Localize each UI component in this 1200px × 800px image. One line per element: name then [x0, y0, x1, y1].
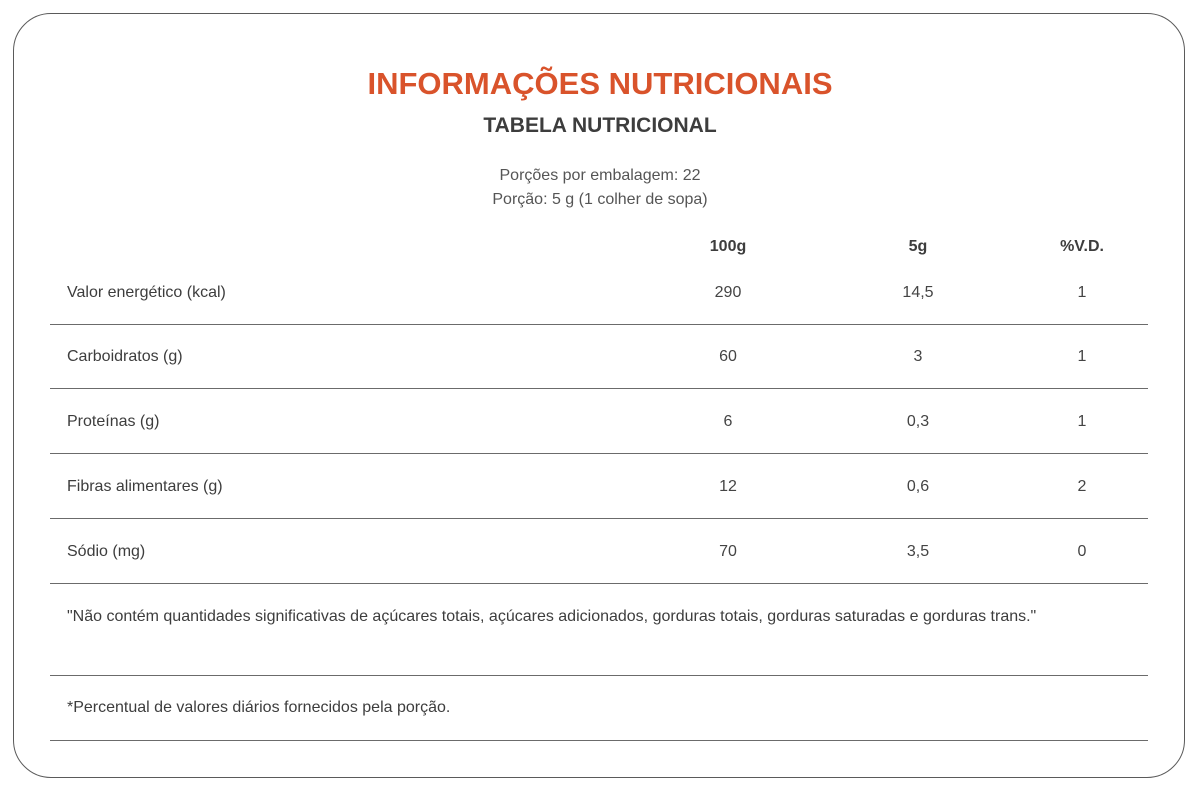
value-100g: 290 — [714, 283, 742, 301]
footnote-daily-values — [50, 676, 1148, 741]
table-row — [50, 390, 1148, 454]
nutrient-label: Proteínas (g) — [67, 412, 160, 430]
nutrient-label: Sódio (mg) — [67, 542, 146, 560]
table-row — [50, 455, 1148, 519]
table-header — [0, 235, 1200, 259]
value-5g: 14,5 — [902, 283, 934, 301]
page-title: INFORMAÇÕES NUTRICIONAIS — [367, 66, 833, 101]
footnote-text: "Não contém quantidades significativas de açúcares totais, açúcares adicionados, gorduras totais, gorduras saturadas e gorduras trans." — [67, 608, 1037, 625]
table-row — [50, 520, 1148, 584]
nutrient-label: Fibras alimentares (g) — [67, 477, 223, 495]
serving-size: Porção: 5 g (1 colher de sopa) — [492, 191, 708, 208]
value-100g: 70 — [719, 542, 737, 560]
value-5g: 3 — [913, 347, 923, 365]
value-vd: 1 — [1077, 283, 1087, 301]
column-header-5g: 5g — [908, 238, 928, 255]
value-vd: 0 — [1077, 542, 1087, 560]
value-vd: 1 — [1077, 412, 1087, 430]
value-100g: 60 — [719, 347, 737, 365]
value-5g: 0,6 — [906, 477, 930, 495]
value-vd: 2 — [1077, 477, 1087, 495]
value-100g: 6 — [723, 412, 733, 430]
value-5g: 0,3 — [906, 412, 930, 430]
value-5g: 3,5 — [906, 542, 930, 560]
table-subtitle: TABELA NUTRICIONAL — [483, 114, 717, 137]
nutrient-label: Valor energético (kcal) — [67, 283, 226, 301]
nutrient-label: Carboidratos (g) — [67, 347, 183, 365]
servings-per-package: Porções por embalagem: 22 — [499, 167, 701, 184]
value-vd: 1 — [1077, 347, 1087, 365]
value-100g: 12 — [719, 477, 737, 495]
table-row — [50, 261, 1148, 325]
column-header-vd: %V.D. — [1060, 238, 1104, 255]
table-row — [50, 325, 1148, 389]
footnote-text: *Percentual de valores diários fornecidos pela porção. — [67, 699, 451, 716]
column-header-100g: 100g — [709, 238, 747, 255]
footnote-insignificant-amounts — [50, 585, 1148, 676]
